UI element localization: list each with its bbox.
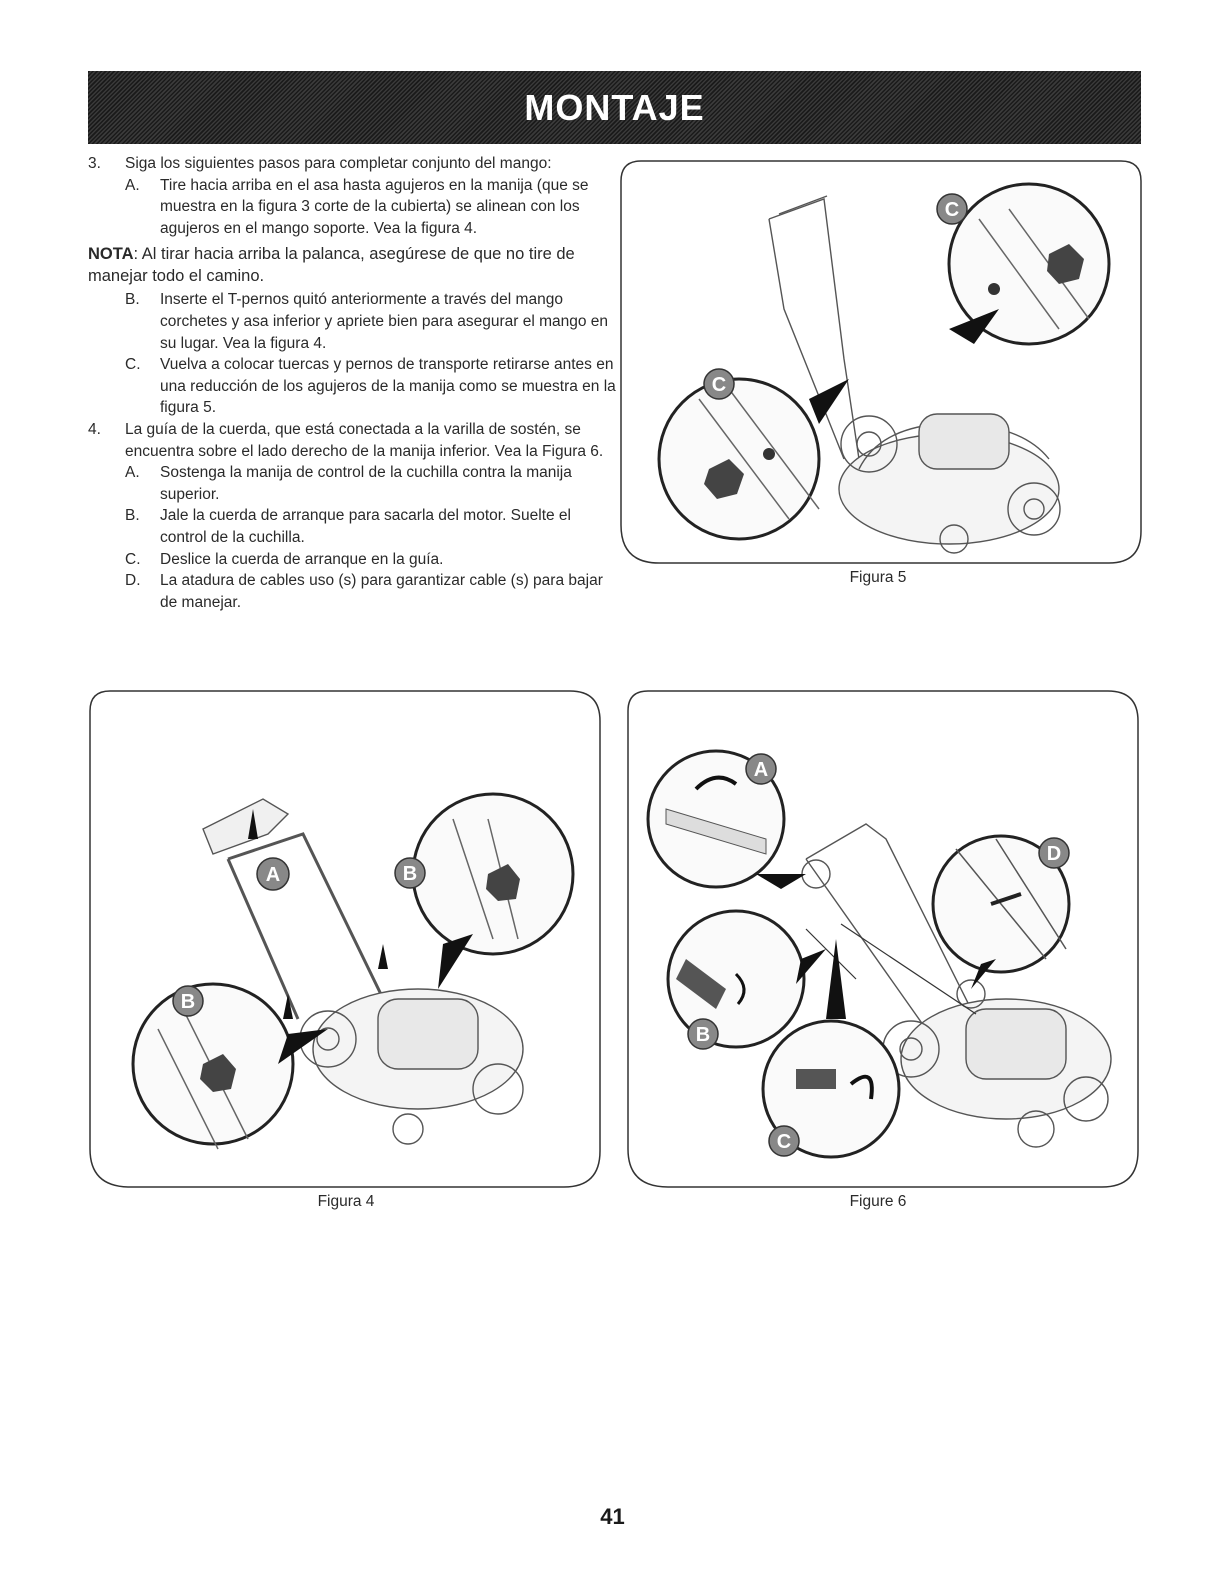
- substep-letter: C.: [125, 356, 141, 374]
- substep-letter: A.: [125, 176, 140, 194]
- callout-a: A: [265, 864, 281, 886]
- substep-text: Vuelva a colocar tuercas y pernos de transporte retirarse antes en una reducción de los agujeros de la manija como se muestra en la figura 5.: [160, 356, 616, 417]
- substep-letter: C.: [125, 550, 141, 568]
- note-text: : Al tirar hacia arriba la palanca, asegúrese de que no tire de manejar todo el camino.: [88, 245, 575, 286]
- instructions-column: [88, 153, 620, 613]
- substep-4d: [125, 570, 620, 613]
- step-text: La guía de la cuerda, que está conectada a la varilla de sostén, se encuentra sobre el lado derecho de la manija inferior. Vea la Figura 6.: [125, 420, 604, 460]
- step-text: Siga los siguientes pasos para completar conjunto del mango:: [125, 155, 552, 172]
- substep-letter: A.: [125, 464, 140, 482]
- step-number: 4.: [88, 420, 101, 438]
- substep-letter: D.: [125, 572, 141, 590]
- callout-d: D: [1046, 843, 1062, 865]
- detail-circle-b-top: [395, 794, 573, 989]
- section-title: MONTAJE: [524, 86, 705, 128]
- substep-text: La atadura de cables uso (s) para garantizar cable (s) para bajar de manejar.: [160, 572, 603, 611]
- figure-4-caption: Figura 4: [317, 1193, 375, 1210]
- figure-6-illustration: [626, 689, 1143, 1191]
- step-4: [88, 419, 620, 462]
- substep-letter: B.: [125, 507, 140, 525]
- note-label: NOTA: [88, 245, 134, 264]
- detail-circle-c-top: [937, 184, 1109, 344]
- substep-letter: B.: [125, 291, 140, 309]
- substep-3b: [125, 289, 620, 354]
- callout-b: B: [402, 863, 418, 885]
- substep-text: Jale la cuerda de arranque para sacarla del motor. Suelte el control de la cuchilla.: [160, 507, 571, 546]
- substep-4c: [125, 549, 620, 571]
- callout-c: C: [776, 1131, 792, 1153]
- detail-circle-a: [648, 751, 806, 889]
- substep-text: Sostenga la manija de control de la cuchilla contra la manija superior.: [160, 464, 572, 503]
- page-number: 41: [600, 1504, 625, 1529]
- substep-text: Tire hacia arriba en el asa hasta agujeros en la manija (que se muestra en la figura 3 corte de la cubierta) se alinean con los agujeros en el mango soporte. Vea la figura 4.: [160, 176, 589, 237]
- section-header-banner: [88, 71, 1141, 144]
- note-paragraph: [88, 243, 620, 287]
- substep-3c: [125, 354, 620, 419]
- figure-5-illustration: [619, 159, 1143, 571]
- substep-text: Deslice la cuerda de arranque en la guía.: [160, 550, 444, 568]
- callout-b: B: [695, 1024, 711, 1046]
- substep-4a: [125, 462, 620, 505]
- substep-text: Inserte el T-pernos quitó anteriormente a través del mango corchetes y asa inferior y apriete bien para asegurar el mango en su lugar. Vea la figura 4.: [160, 291, 609, 352]
- figure-6-caption: Figure 6: [849, 1193, 907, 1210]
- callout-c: C: [944, 199, 960, 221]
- figure-4-illustration: [88, 689, 604, 1191]
- detail-circle-b-bottom: [133, 984, 328, 1149]
- substep-4b: [125, 505, 620, 548]
- figure-5-caption: Figura 5: [849, 569, 907, 586]
- step-number: 3.: [88, 155, 101, 172]
- detail-circle-d: [933, 836, 1069, 989]
- callout-a: A: [753, 759, 769, 781]
- callout-b: B: [180, 991, 196, 1013]
- substep-3a: [125, 175, 620, 240]
- callout-c: C: [711, 374, 727, 396]
- detail-circle-c-bottom: [659, 369, 849, 539]
- step-3: [88, 153, 620, 175]
